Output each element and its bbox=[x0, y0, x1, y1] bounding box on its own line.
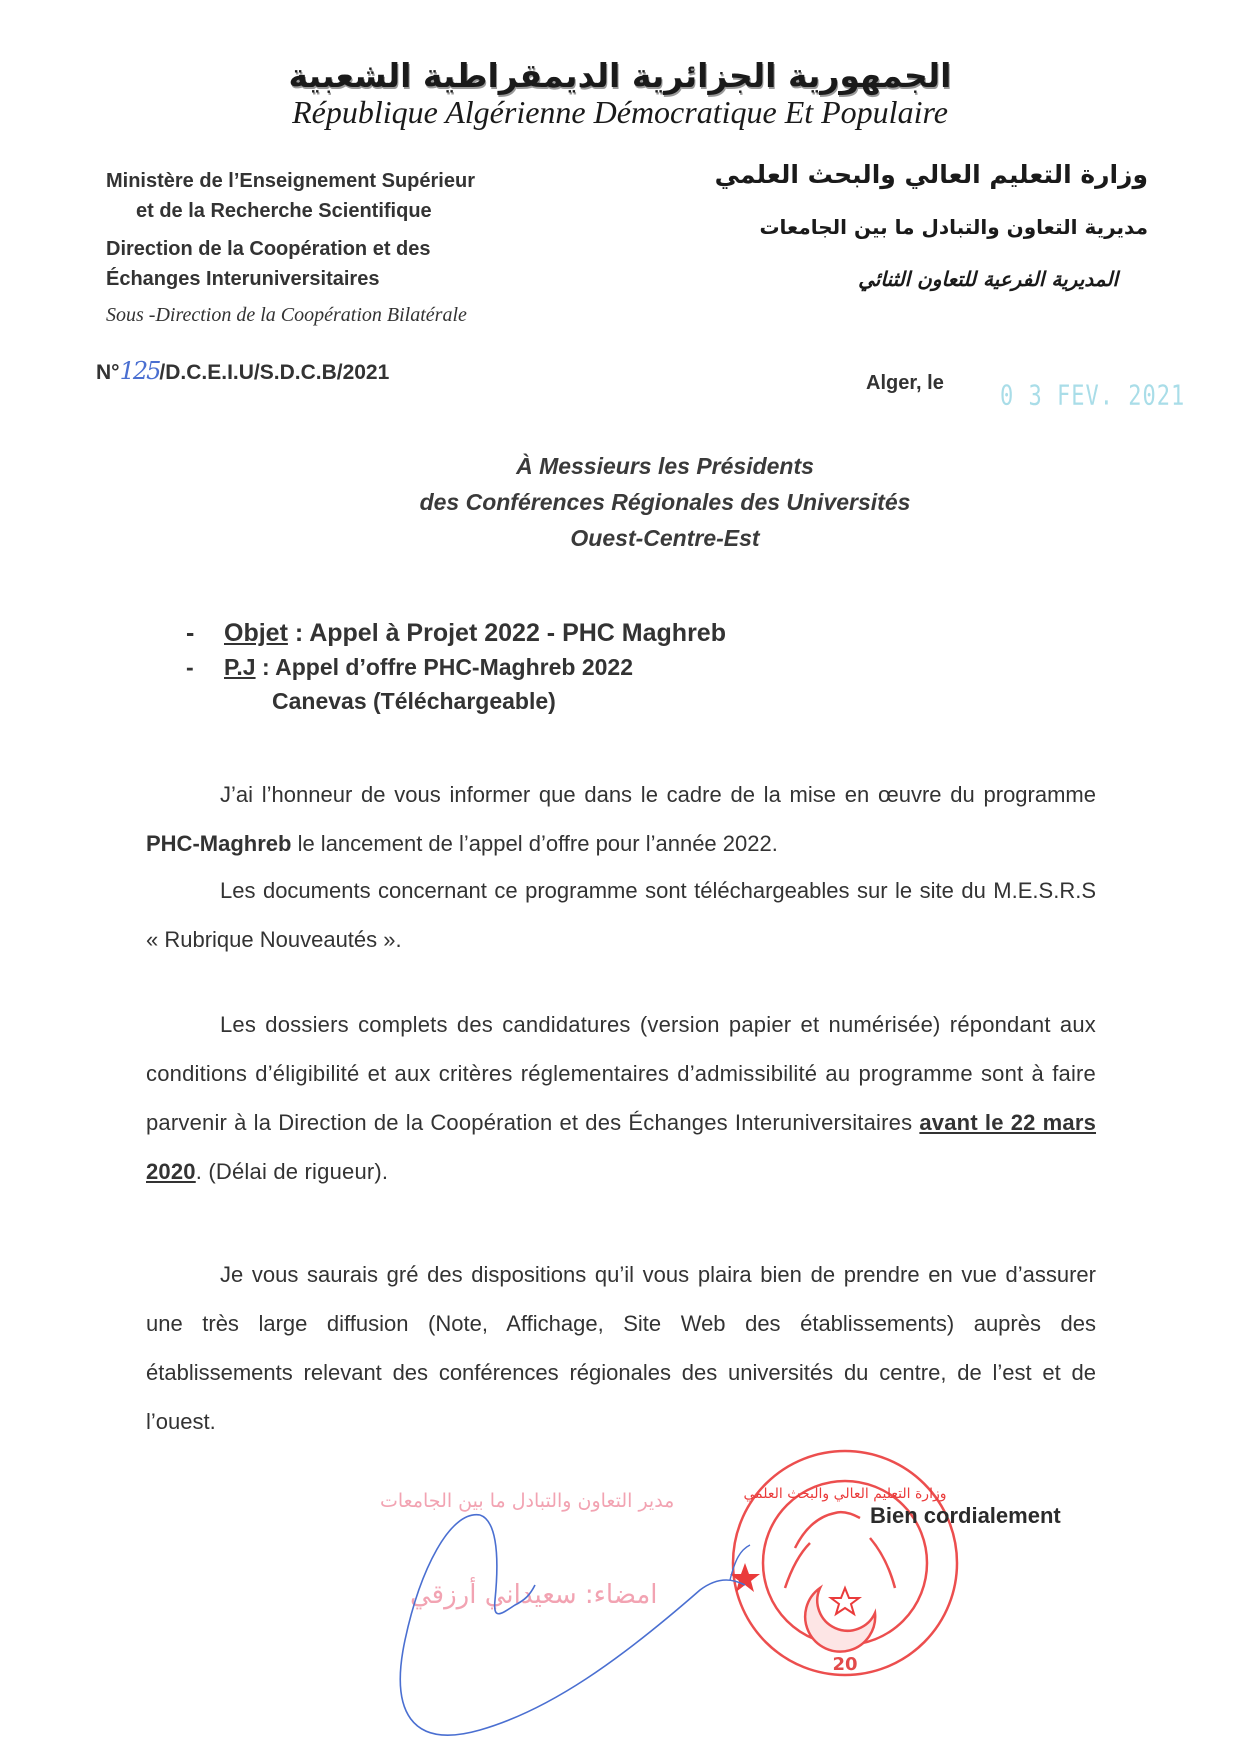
subject-list bbox=[186, 616, 726, 718]
reference-number bbox=[96, 357, 389, 385]
p1-end: le lancement de l’appel d’offre pour l’année 2022. bbox=[291, 831, 778, 856]
seal-text: وزارة التعليم العالي والبحث العلمي bbox=[743, 1486, 947, 1502]
ref-suffix: /D.C.E.I.U/S.D.C.B/2021 bbox=[159, 361, 390, 384]
paragraph-4 bbox=[146, 1250, 1096, 1446]
place-label: Alger, le bbox=[866, 372, 944, 394]
french-republic-title: République Algérienne Démocratique Et Populaire bbox=[292, 94, 948, 130]
direction-line-2: Échanges Interuniversitaires bbox=[106, 268, 380, 290]
attachment-item bbox=[186, 650, 726, 684]
recipient-line-3: Ouest-Centre-Est bbox=[570, 525, 760, 551]
closing-salutation: Bien cordialement bbox=[870, 1503, 1061, 1528]
bullet-dash: - bbox=[186, 619, 195, 647]
arabic-republic-title: الجمهورية الجزائرية الديمقراطية الشعبية bbox=[288, 56, 952, 95]
program-name: PHC-Maghreb bbox=[146, 831, 292, 856]
recipient-line-1: À Messieurs les Présidents bbox=[516, 453, 814, 479]
paragraph-1 bbox=[146, 770, 1096, 868]
object-label: Objet bbox=[224, 619, 288, 647]
object-text: : Appel à Projet 2022 - PHC Maghreb bbox=[287, 619, 726, 647]
ministry-ar: وزارة التعليم العالي والبحث العلمي bbox=[714, 160, 1148, 189]
p1-text: J’ai l’honneur de vous informer que dans le cadre de la mise en œuvre du programme bbox=[220, 782, 1096, 807]
signature-stroke bbox=[480, 1515, 535, 1614]
recipient-block bbox=[0, 448, 1240, 556]
paragraph-3 bbox=[146, 1000, 1096, 1196]
seal-number: 20 bbox=[832, 1654, 858, 1675]
p3-text: Les dossiers complets des candidatures (version papier et numérisée) répondant aux conditions d’éligibilité et aux critères réglementaires d’admissibilité au programme sont à faire parvenir à la Direction de la Coopération et des Échanges Interuniversitaires bbox=[146, 1012, 1096, 1135]
signature-loop bbox=[400, 1515, 745, 1735]
signature-tail bbox=[730, 1545, 750, 1580]
issuer-block-ar bbox=[715, 160, 1148, 291]
pj-text: : Appel d’offre PHC-Maghreb 2022 bbox=[255, 654, 633, 680]
handwritten-signature-icon bbox=[390, 1490, 890, 1750]
ref-prefix: N° bbox=[96, 361, 120, 384]
direction-ar: مديرية التعاون والتبادل ما بين الجامعات bbox=[759, 215, 1148, 239]
deadline: avant le 22 mars 2020 bbox=[146, 1110, 1097, 1184]
attachment-continuation: Canevas (Téléchargeable) bbox=[272, 688, 556, 714]
p3-end: . (Délai de rigueur). bbox=[195, 1159, 389, 1184]
signatory-name-ar: امضاء: سعيداني أرزقي bbox=[410, 1580, 658, 1610]
signatory-title-ar: مدير التعاون والتبادل ما بين الجامعات bbox=[380, 1490, 675, 1512]
ministry-line-2: et de la Recherche Scientifique bbox=[136, 200, 432, 222]
sub-direction-ar: المديرية الفرعية للتعاون الثنائي bbox=[858, 267, 1118, 291]
subject-item bbox=[186, 616, 726, 650]
ministry-line-1: Ministère de l’Enseignement Supérieur bbox=[106, 170, 475, 192]
p4-text: Je vous saurais gré des dispositions qu’il vous plaira bien de prendre en vue d’assurer une très large diffusion (Note, Affichage, Site Web des établissements) auprès des établissements relevant des conférences régionales des universités du centre, de l’est et de l’ouest. bbox=[146, 1262, 1096, 1434]
issuer-block-fr bbox=[106, 166, 475, 330]
paragraph-2 bbox=[146, 866, 1096, 964]
pj-label: P.J bbox=[224, 654, 256, 680]
handwritten-ref-number: 125 bbox=[119, 357, 160, 385]
p2-text: Les documents concernant ce programme sont téléchargeables sur le site du M.E.S.R.S « Rubrique Nouveautés ». bbox=[146, 878, 1096, 952]
date-stamp: 0 3 FEV. 2021 bbox=[1000, 380, 1186, 413]
recipient-line-2: des Conférences Régionales des Universités bbox=[419, 489, 911, 515]
direction-line-1: Direction de la Coopération et des bbox=[106, 238, 431, 260]
sub-direction: Sous -Direction de la Coopération Bilatérale bbox=[106, 304, 467, 326]
bullet-dash: - bbox=[186, 654, 194, 680]
